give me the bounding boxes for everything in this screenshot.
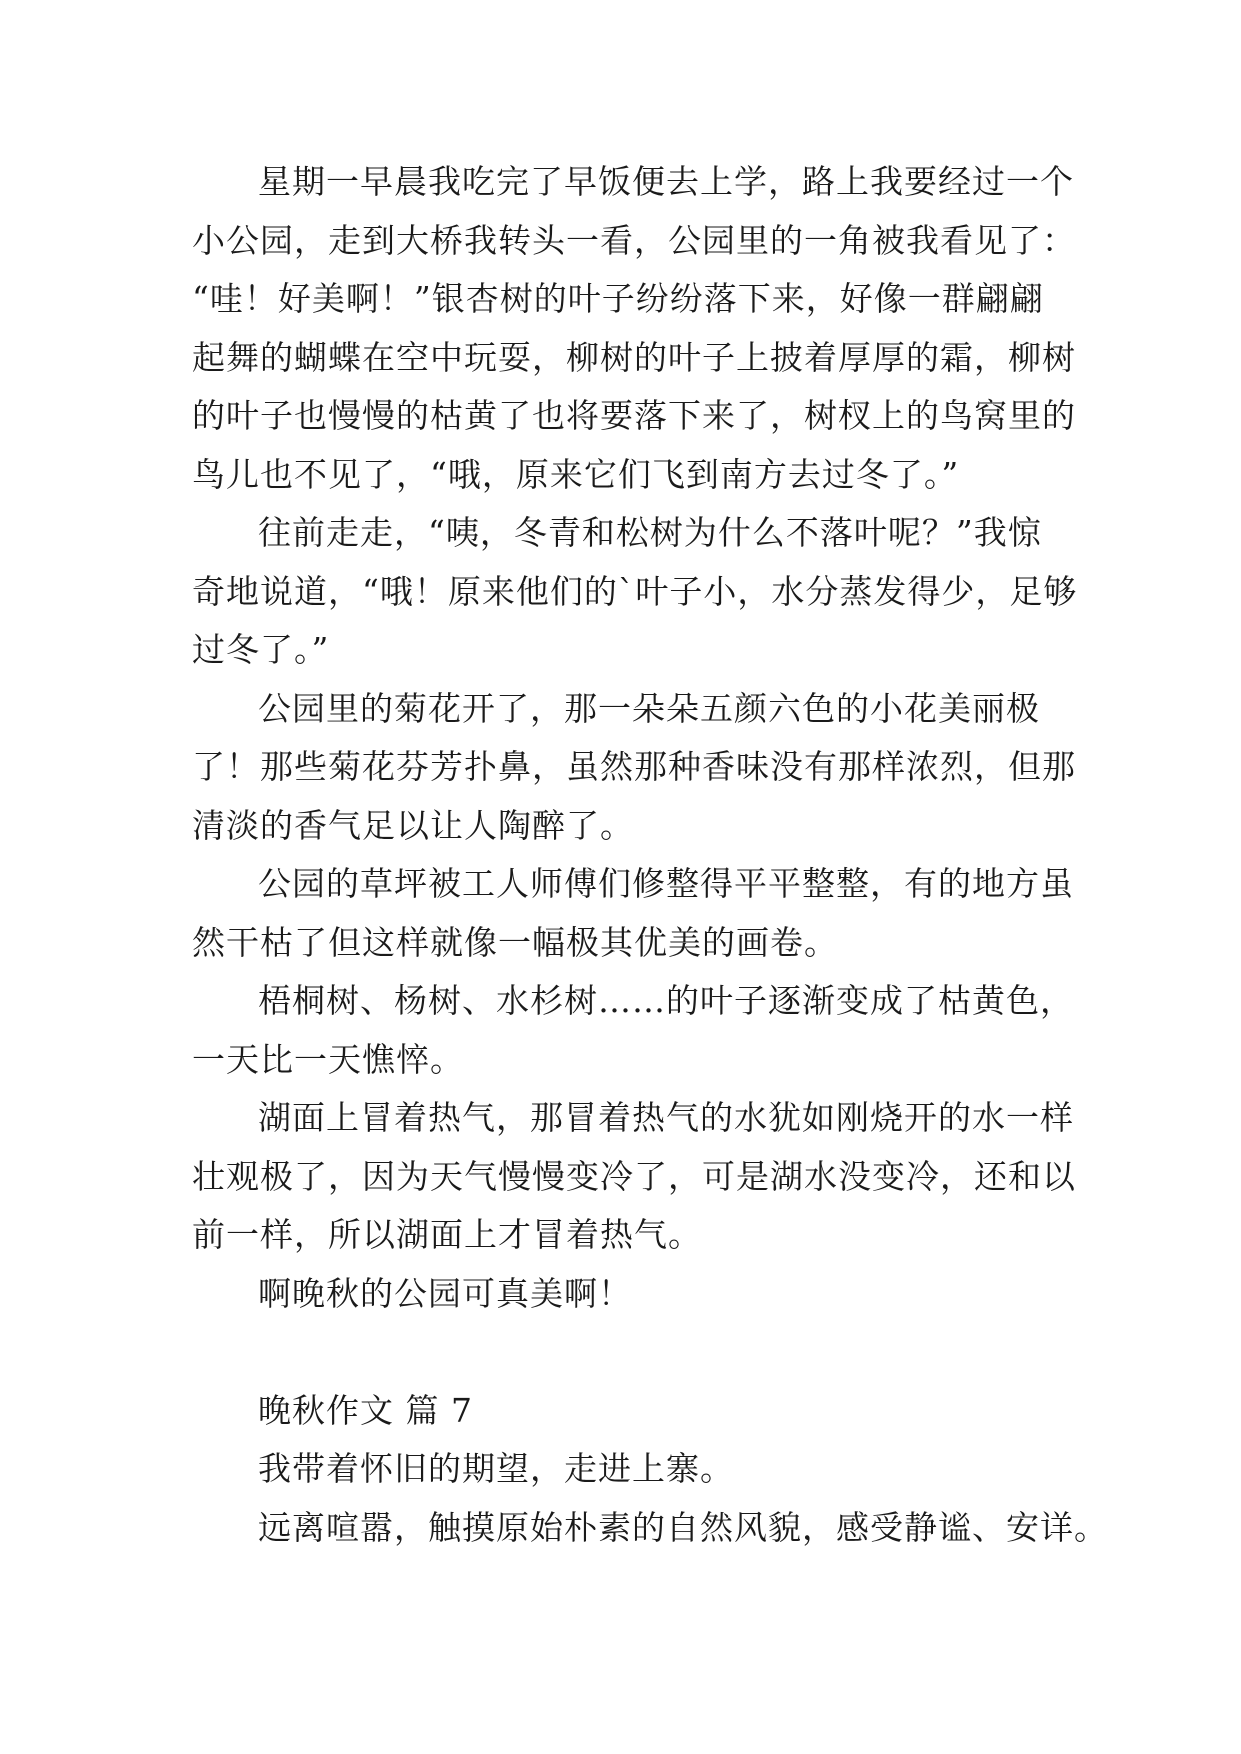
section-heading: 晚秋作文 篇 7: [258, 1390, 473, 1430]
paragraph: [192, 972, 1072, 1089]
paragraph: [192, 1089, 1076, 1265]
text-line: 壮观极了，因为天气慢慢变冷了，可是湖水没变冷，还和以: [192, 1156, 1076, 1196]
document-body: [192, 153, 1108, 1557]
text-line: 鸟儿也不见了，“哦，原来它们飞到南方去过冬了。”: [192, 454, 960, 494]
text-line: 奇地说道，“哦！原来他们的`叶子小，水分蒸发得少，足够: [192, 571, 1078, 611]
text-line: 清淡的香气足以让人陶醉了。: [192, 805, 634, 845]
text-line: 湖面上冒着热气，那冒着热气的水犹如刚烧开的水一样: [258, 1098, 1074, 1137]
text-line: 星期一早晨我吃完了早饭便去上学，路上我要经过一个: [258, 162, 1074, 201]
paragraph: [192, 855, 1072, 972]
paragraph: [192, 680, 1076, 856]
text-line: 过冬了。”: [192, 630, 330, 669]
text-line: 的叶子也慢慢的枯黄了也将要落下来了，树杈上的鸟窝里的: [192, 396, 1076, 435]
text-line: 梧桐树、杨树、水杉树……的叶子逐渐变成了枯黄色，: [258, 981, 1074, 1020]
text-line: 小公园，走到大桥我转头一看，公园里的一角被我看见了：: [192, 220, 1076, 260]
text-line: 公园里的菊花开了，那一朵朵五颜六色的小花美丽极: [258, 688, 1040, 728]
text-line: 然干枯了但这样就像一幅极其优美的画卷。: [192, 922, 838, 962]
blank-line: [192, 1323, 1072, 1382]
text-line: 我带着怀旧的期望，走进上寨。: [258, 1449, 734, 1488]
text-line: 远离喧嚣，触摸原始朴素的自然风貌，感受静谧、安详。: [258, 1507, 1108, 1547]
text-line: “哇！好美啊！”银杏树的叶子纷纷落下来，好像一群翩翩: [192, 279, 1044, 318]
text-line: 前一样，所以湖面上才冒着热气。: [192, 1215, 702, 1254]
text-line: 公园的草坪被工人师傅们修整得平平整整，有的地方虽: [258, 864, 1074, 903]
text-line: 一天比一天憔悴。: [192, 1039, 464, 1079]
paragraph: [192, 504, 1078, 680]
text-line: 往前走走，“咦，冬青和松树为什么不落叶呢？”我惊: [258, 513, 1042, 552]
text-line: 起舞的蝴蝶在空中玩耍，柳树的叶子上披着厚厚的霜，柳树: [192, 337, 1076, 377]
text-line: 啊晚秋的公园可真美啊！: [258, 1273, 632, 1313]
paragraph: [192, 1265, 1072, 1324]
paragraph: [192, 153, 1076, 504]
text-line: 了！那些菊花芬芳扑鼻，虽然那种香味没有那样浓烈，但那: [192, 747, 1076, 786]
